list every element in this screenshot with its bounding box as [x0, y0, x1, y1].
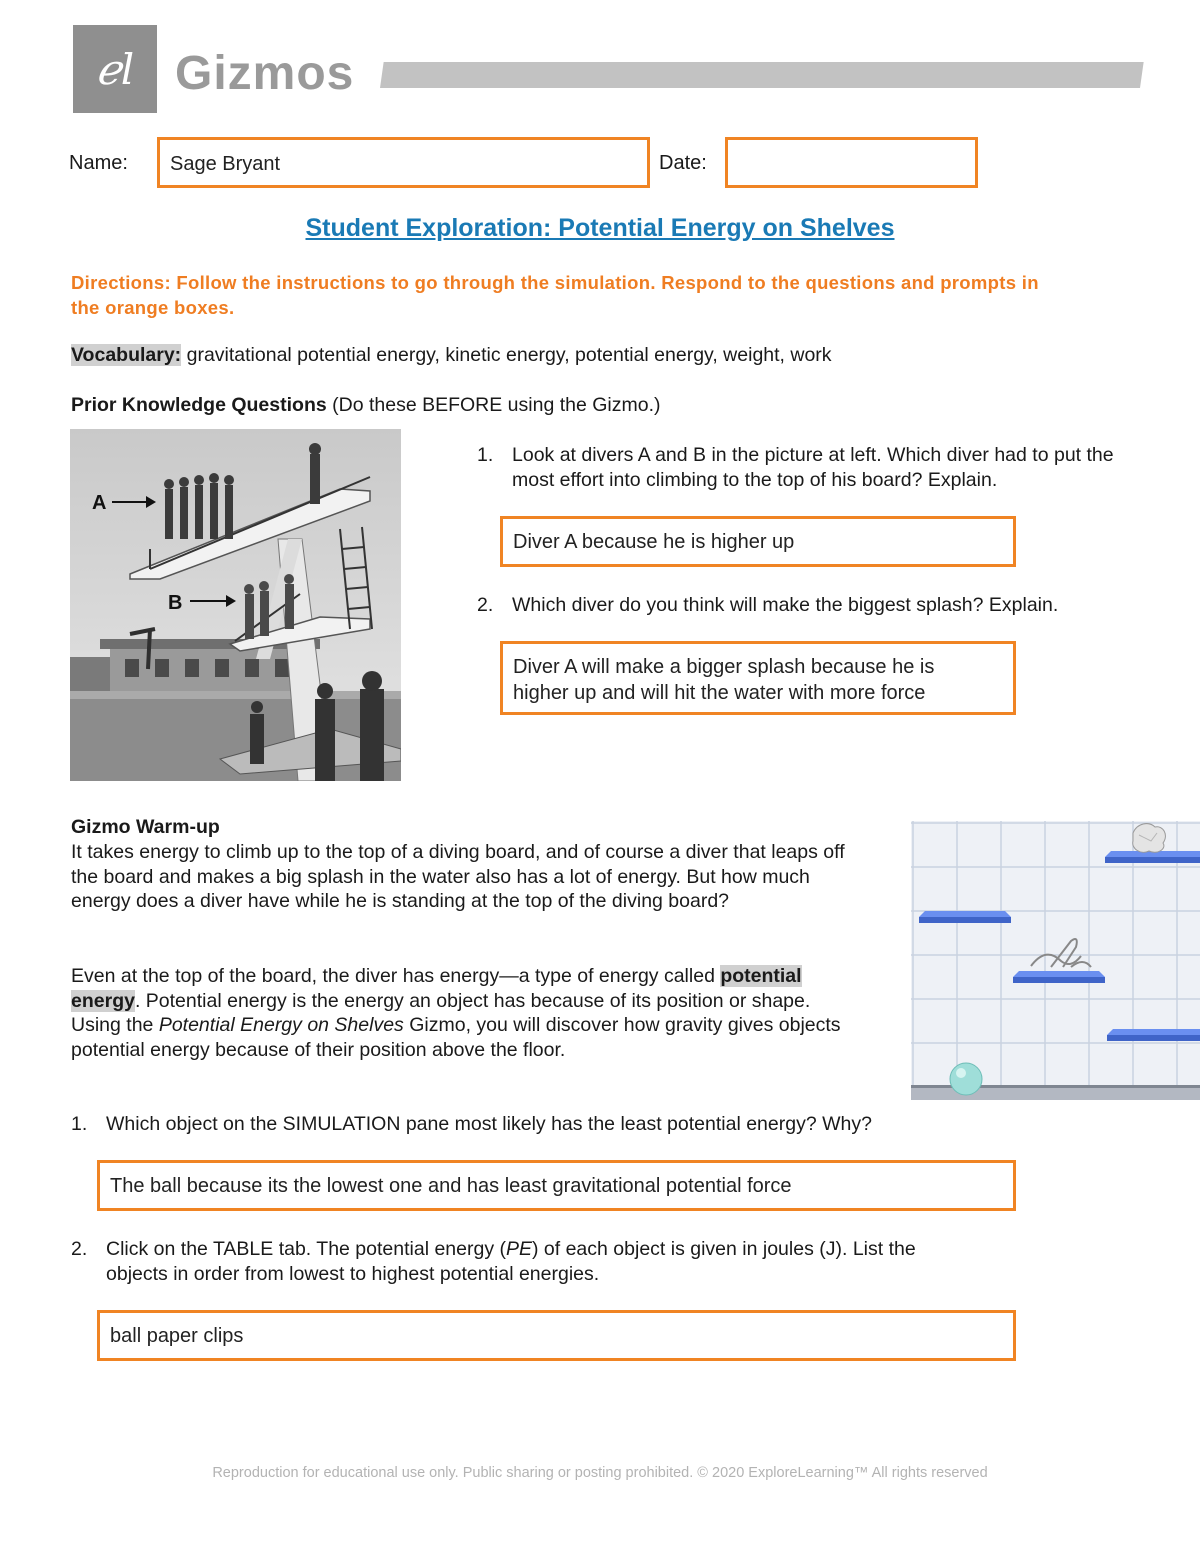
crumpled-paper-icon: [1133, 824, 1166, 853]
vocabulary: [71, 343, 1131, 368]
warmup-answer-1: The ball because its the lowest one and has least gravitational potential force: [110, 1175, 792, 1197]
prior-knowledge-note: (Do these BEFORE using the Gizmo.): [326, 394, 661, 416]
pk-question-1-number: 1.: [477, 444, 494, 466]
date-field[interactable]: [725, 137, 978, 188]
shelf-top: [1105, 851, 1200, 863]
warmup-paragraph-2-a: Even at the top of the board, the diver has energy—a type of energy called: [71, 965, 721, 987]
warmup-paragraph-2-b: . Potential energy is the energy an object has because of its position or shape. Using the: [71, 989, 811, 1036]
warmup-question-1-number: 1.: [71, 1113, 88, 1135]
name-field[interactable]: [157, 137, 650, 188]
diver-a-label: A: [92, 492, 107, 514]
warmup-paragraph-2-c: Gizmo, you will discover how gravity gives objects potential energy because of their position above the floor.: [71, 1014, 841, 1061]
footer-copyright: Reproduction for educational use only. Public sharing or posting prohibited. © 2020 ExploreLearning™ All rights reserved: [212, 1465, 988, 1481]
vocabulary-label: Vocabulary:: [71, 344, 182, 366]
warmup-paragraph-2: [71, 964, 851, 1062]
brand-name: Gizmos: [175, 47, 355, 100]
prior-knowledge-heading: [71, 393, 1071, 418]
potential-energy-term: potential energy: [71, 965, 802, 1012]
gizmo-simulation-image: [911, 821, 1200, 1100]
warmup-question-2-text-b: ) of each object is given in joules (J). List the objects in order from lowest to highest potential energies.: [106, 1238, 916, 1285]
diver-b-label: B: [168, 592, 183, 614]
warmup-answer-1-box[interactable]: [97, 1160, 1016, 1211]
name-value: Sage Bryant: [170, 153, 281, 175]
name-label: Name:: [69, 152, 128, 174]
pe-abbrev: PE: [505, 1238, 532, 1260]
shelves-illustration: [911, 821, 1200, 1100]
header-bar: [380, 62, 1144, 88]
warmup-answer-2: ball paper clips: [110, 1325, 244, 1347]
shelf-middle: [1013, 971, 1105, 983]
warmup-question-2-text-a: Click on the TABLE tab. The potential energy (: [106, 1238, 506, 1260]
warmup-question-2-text: [106, 1237, 936, 1286]
gizmo-name: Potential Energy on Shelves: [158, 1014, 404, 1036]
explorelearning-logo-icon: ℯl: [95, 45, 135, 94]
pk-answer-2-box[interactable]: [500, 641, 1016, 715]
warmup-answer-2-box[interactable]: [97, 1310, 1016, 1361]
pk-question-2-number: 2.: [477, 594, 494, 616]
pk-question-2-text: Which diver do you think will make the biggest splash? Explain.: [512, 594, 1059, 616]
warmup-paragraph-1: It takes energy to climb up to the top of a diving board, and of course a diver that leaps off the board and makes a big splash in the water also has a lot of energy. But how much energy does a diver have while he is standing at the top of the diving board?: [71, 841, 845, 912]
vocabulary-terms: gravitational potential energy, kinetic energy, potential energy, weight, work: [181, 344, 832, 366]
directions: Directions: Follow the instructions to go through the simulation. Respond to the questions and prompts in the orange boxes.: [71, 272, 1039, 318]
pk-answer-1: Diver A because he is higher up: [513, 531, 795, 553]
date-label: Date:: [659, 152, 707, 174]
warmup-heading: Gizmo Warm-up: [71, 816, 220, 838]
pk-answer-1-box[interactable]: [500, 516, 1016, 567]
prior-knowledge-title: Prior Knowledge Questions: [71, 394, 327, 416]
diving-board-illustration: [70, 429, 401, 781]
shelf-left: [919, 911, 1011, 923]
ball-icon: [950, 1063, 982, 1095]
pk-question-1-text: Look at divers A and B in the picture at left. Which diver had to put the most effort into climbing to the top of his board? Explain.: [512, 444, 1114, 491]
page-title: Student Exploration: Potential Energy on Shelves: [305, 214, 895, 242]
diving-board-photo: [70, 429, 401, 781]
warmup-question-2-number: 2.: [71, 1238, 88, 1260]
shelf-right: [1107, 1029, 1200, 1041]
pk-answer-2: Diver A will make a bigger splash because he is higher up and will hit the water with more force: [513, 656, 935, 704]
warmup-question-1-text: Which object on the SIMULATION pane most likely has the least potential energy? Why?: [106, 1113, 872, 1135]
